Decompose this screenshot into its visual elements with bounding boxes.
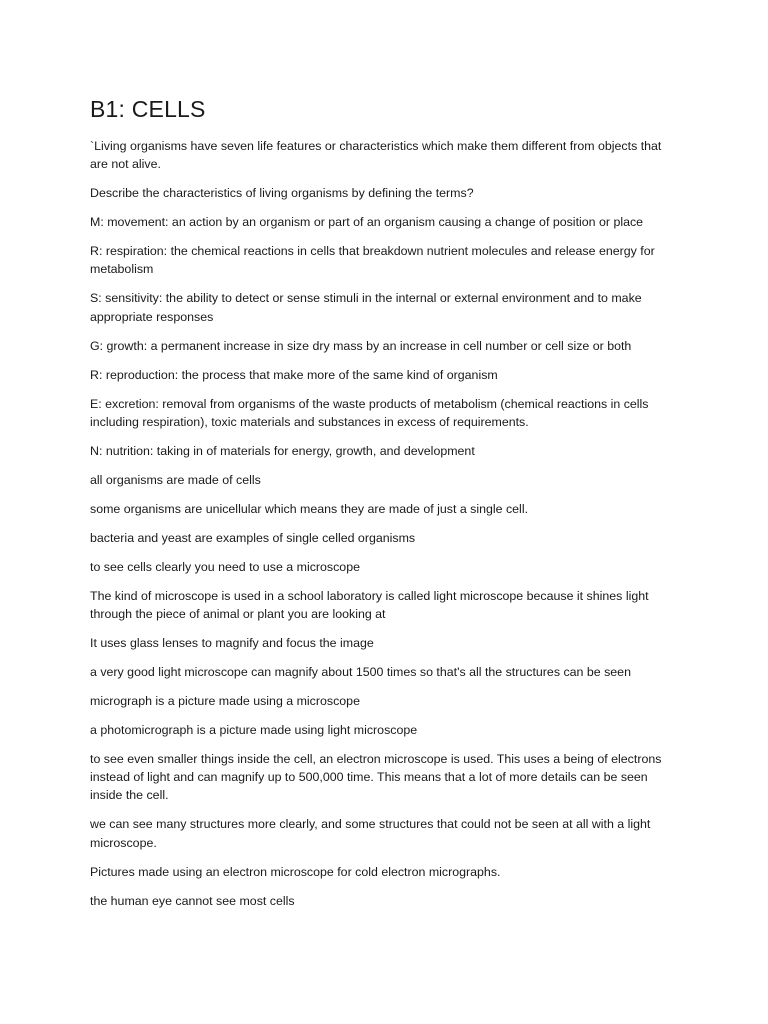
paragraph-light-microscope: The kind of microscope is used in a school laboratory is called light microscope because it shines light through the piece of animal or plant you are looking at — [90, 588, 649, 622]
paragraph-electron-micrographs: Pictures made using an electron microscope for cold electron micrographs. — [90, 864, 501, 879]
paragraph-movement: M: movement: an action by an organism or part of an organism causing a change of position or place — [90, 215, 644, 230]
paragraph-bacteria-yeast: bacteria and yeast are examples of single celled organisms — [90, 530, 416, 545]
paragraph-question: Describe the characteristics of living organisms by defining the terms? — [90, 186, 474, 201]
paragraph-nutrition: N: nutrition: taking in of materials for energy, growth, and development — [90, 443, 475, 458]
paragraph-structures: we can see many structures more clearly, and some structures that could not be seen at all with a light microscope. — [90, 817, 651, 850]
page-title: B1: CELLS — [90, 96, 206, 122]
paragraph-respiration: R: respiration: the chemical reactions in cells that breakdown nutrient molecules and release energy for metabolism — [90, 244, 655, 277]
paragraph-cells: all organisms are made of cells — [90, 472, 261, 487]
paragraph-glass-lenses: It uses glass lenses to magnify and focus the image — [90, 636, 374, 651]
paragraph-excretion: E: excretion: removal from organisms of the waste products of metabolism (chemical reactions in cells including respiration), toxic materials and substances in excess of requirements. — [90, 396, 649, 429]
paragraph-electron-microscope: to see even smaller things inside the cell, an electron microscope is used. This uses a being of electrons instead of light and can magnify up to 500,000 time. This means that a lot of more details can be seen inside the cell. — [90, 752, 662, 803]
paragraph-magnification: a very good light microscope can magnify about 1500 times so that's all the structures can be seen — [90, 665, 631, 680]
paragraph-growth: G: growth: a permanent increase in size dry mass by an increase in cell number or cell size or both — [90, 338, 632, 353]
document-body — [90, 93, 680, 921]
paragraph-human-eye: the human eye cannot see most cells — [90, 893, 295, 908]
paragraph-intro: `Living organisms have seven life features or characteristics which make them different from objects that are not alive. — [90, 139, 662, 172]
paragraph-unicellular: some organisms are unicellular which means they are made of just a single cell. — [90, 501, 529, 516]
paragraph-microscope-need: to see cells clearly you need to use a microscope — [90, 559, 360, 574]
paragraph-sensitivity: S: sensitivity: the ability to detect or sense stimuli in the internal or external environment and to make appropriate responses — [90, 291, 642, 324]
paragraph-reproduction: R: reproduction: the process that make more of the same kind of organism — [90, 367, 498, 382]
paragraph-photomicrograph: a photomicrograph is a picture made using light microscope — [90, 723, 418, 738]
paragraph-micrograph: micrograph is a picture made using a microscope — [90, 694, 360, 709]
